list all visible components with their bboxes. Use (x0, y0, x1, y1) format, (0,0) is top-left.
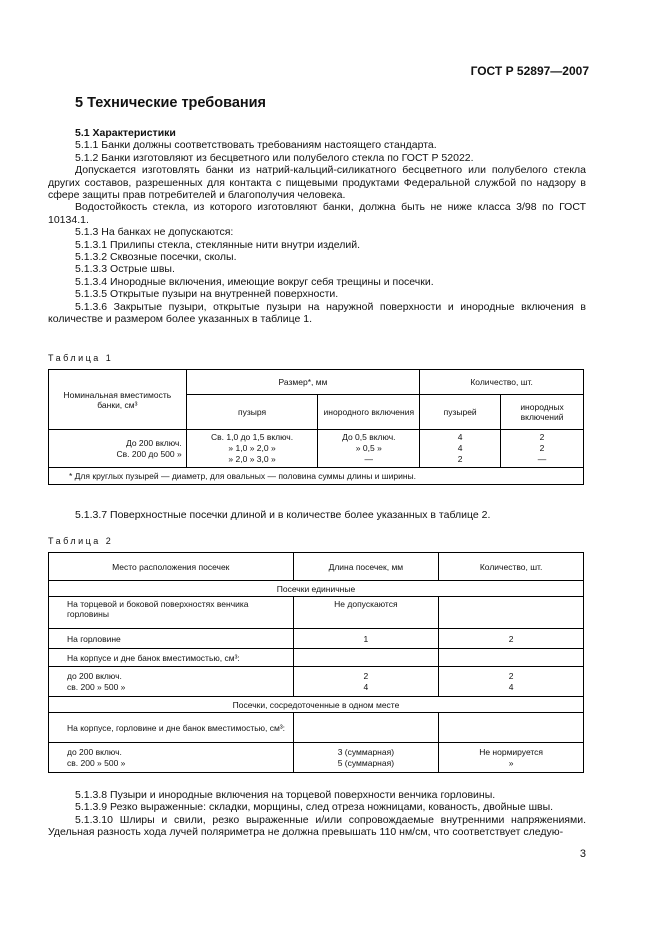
table-2 (48, 552, 584, 773)
paragraph: 5.1.2 Банки изготовляют из бесцветного или полубелого стекла по ГОСТ Р 52022. (75, 151, 474, 164)
paragraph: 5.1.3.2 Сквозные посечки, сколы. (75, 251, 237, 264)
table2-row-place: На торцевой и боковой поверхностях венчика горловины (49, 597, 294, 629)
table1-caption: Таблица 1 (48, 353, 114, 363)
paragraph: Водостойкость стекла, из которого изготовляют банки, должна быть не ниже класса 3/98 по ГОСТ 10134.1. (48, 201, 586, 226)
text-block-3 (48, 789, 586, 839)
paragraph: 5.1.3 На банках не допускаются: (75, 226, 234, 239)
table2-row-count (439, 597, 584, 629)
table2-row-length: 2 4 (293, 667, 439, 697)
table-1 (48, 369, 584, 485)
table1-cell-nominal: До 200 включ. Св. 200 до 500 » (49, 430, 187, 468)
table1-cell-bubble-size: Св. 1,0 до 1,5 включ. » 1,0 » 2,0 » » 2,0 » 3,0 » (186, 430, 318, 468)
paragraph: 5.1.3.6 Закрытые пузыри, открытые пузыри на наружной поверхности и инородные включения в количестве и размером более указанных в таблице 1. (48, 300, 586, 326)
table2-header-place: Место расположения посечек (49, 553, 294, 581)
table2-group-single: Посечки единичные (49, 581, 584, 597)
table1-header-nominal: Номинальная вместимость банки, см³ (49, 370, 187, 430)
table2-row-place: до 200 включ. св. 200 » 500 » (49, 743, 294, 773)
table1-header-size: Размер*, мм (186, 370, 419, 395)
table1-header-count: Количество, шт. (420, 370, 584, 395)
table2-row-count (439, 713, 584, 743)
table2-row-place: На корпусе и дне банок вместимостью, см³: (49, 649, 294, 667)
table2-row-length (293, 649, 439, 667)
paragraph: 5.1.3.1 Прилипы стекла, стеклянные нити внутри изделий. (75, 238, 361, 251)
paragraph: 5.1.3.9 Резко выраженные: складки, морщины, след отреза ножницами, кованость, двойные швы. (75, 801, 554, 814)
table2-row-length: 1 (293, 629, 439, 649)
table1-header-bubbles: пузыря (186, 395, 318, 430)
table2-row-count (439, 649, 584, 667)
paragraph: 5.1.3.4 Инородные включения, имеющие вокруг себя трещины и посечки. (75, 275, 434, 288)
paragraph: Допускается изготовлять банки из натрий-кальций-силикатного бесцветного или полубелого стекла других составов, разрешенных для контакта с пищевыми продуктами Федеральной службой по надзору в сфере защиты прав потребителей и благополучия человека. (48, 164, 586, 202)
table2-row-place: На горловине (49, 629, 294, 649)
table1-header-bubbles-count: пузырей (420, 395, 501, 430)
table1-cell-inclusion-size: До 0,5 включ. » 0,5 » — (318, 430, 420, 468)
table2-row-length: 3 (суммарная) 5 (суммарная) (293, 743, 439, 773)
table2-header-length: Длина посечек, мм (293, 553, 439, 581)
table2-row-count: 2 (439, 629, 584, 649)
table2-row-length: Не допускаются (293, 597, 439, 629)
paragraph: 5.1.3.10 Шлиры и свили, резко выраженные и/или сопровождаемые внутренними напряжениями. Удельная разность хода лучей поляриметра не должна превышать 110 нм/см, что соответствует следую- (48, 813, 586, 839)
paragraph: 5.1.3.3 Острые швы. (75, 263, 175, 276)
table1-cell-inclusion-count: 2 2 — (501, 430, 584, 468)
table1-header-inclusion: инородного включения (318, 395, 420, 430)
table2-row-length (293, 713, 439, 743)
section-title: 5 Технические требования (75, 95, 267, 111)
paragraph: 5.1.1 Банки должны соответствовать требованиям настоящего стандарта. (75, 139, 437, 152)
table2-group-concentrated: Посечки, сосредоточенные в одном месте (49, 697, 584, 713)
table2-row-place: до 200 включ. св. 200 » 500 » (49, 667, 294, 697)
table1-footnote: * Для круглых пузырей — диаметр, для овальных — половина суммы длины и ширины. (49, 468, 584, 485)
text-block-2 (48, 509, 586, 521)
table2-header-count: Количество, шт. (439, 553, 584, 581)
paragraph: 5.1.3.7 Поверхностные посечки длиной и в количестве более указанных в таблице 2. (75, 509, 491, 521)
table2-row-place: На корпусе, горловине и дне банок вместимостью, см³: (49, 713, 294, 743)
document-header: ГОСТ Р 52897—2007 (470, 64, 589, 78)
table2-caption: Таблица 2 (48, 536, 114, 546)
text-block-1 (48, 127, 586, 326)
paragraph: 5.1.3.8 Пузыри и инородные включения на торцевой поверхности венчика горловины. (75, 789, 496, 801)
table2-row-count: 2 4 (439, 667, 584, 697)
subsection-title: 5.1 Характеристики (75, 127, 176, 139)
table2-row-count: Не нормируется » (439, 743, 584, 773)
paragraph: 5.1.3.5 Открытые пузыри на внутренней поверхности. (75, 288, 339, 301)
page-number: 3 (579, 848, 586, 860)
table1-cell-bubbles-count: 4 4 2 (420, 430, 501, 468)
table1-header-inclusion-count: инородных включений (501, 395, 584, 430)
